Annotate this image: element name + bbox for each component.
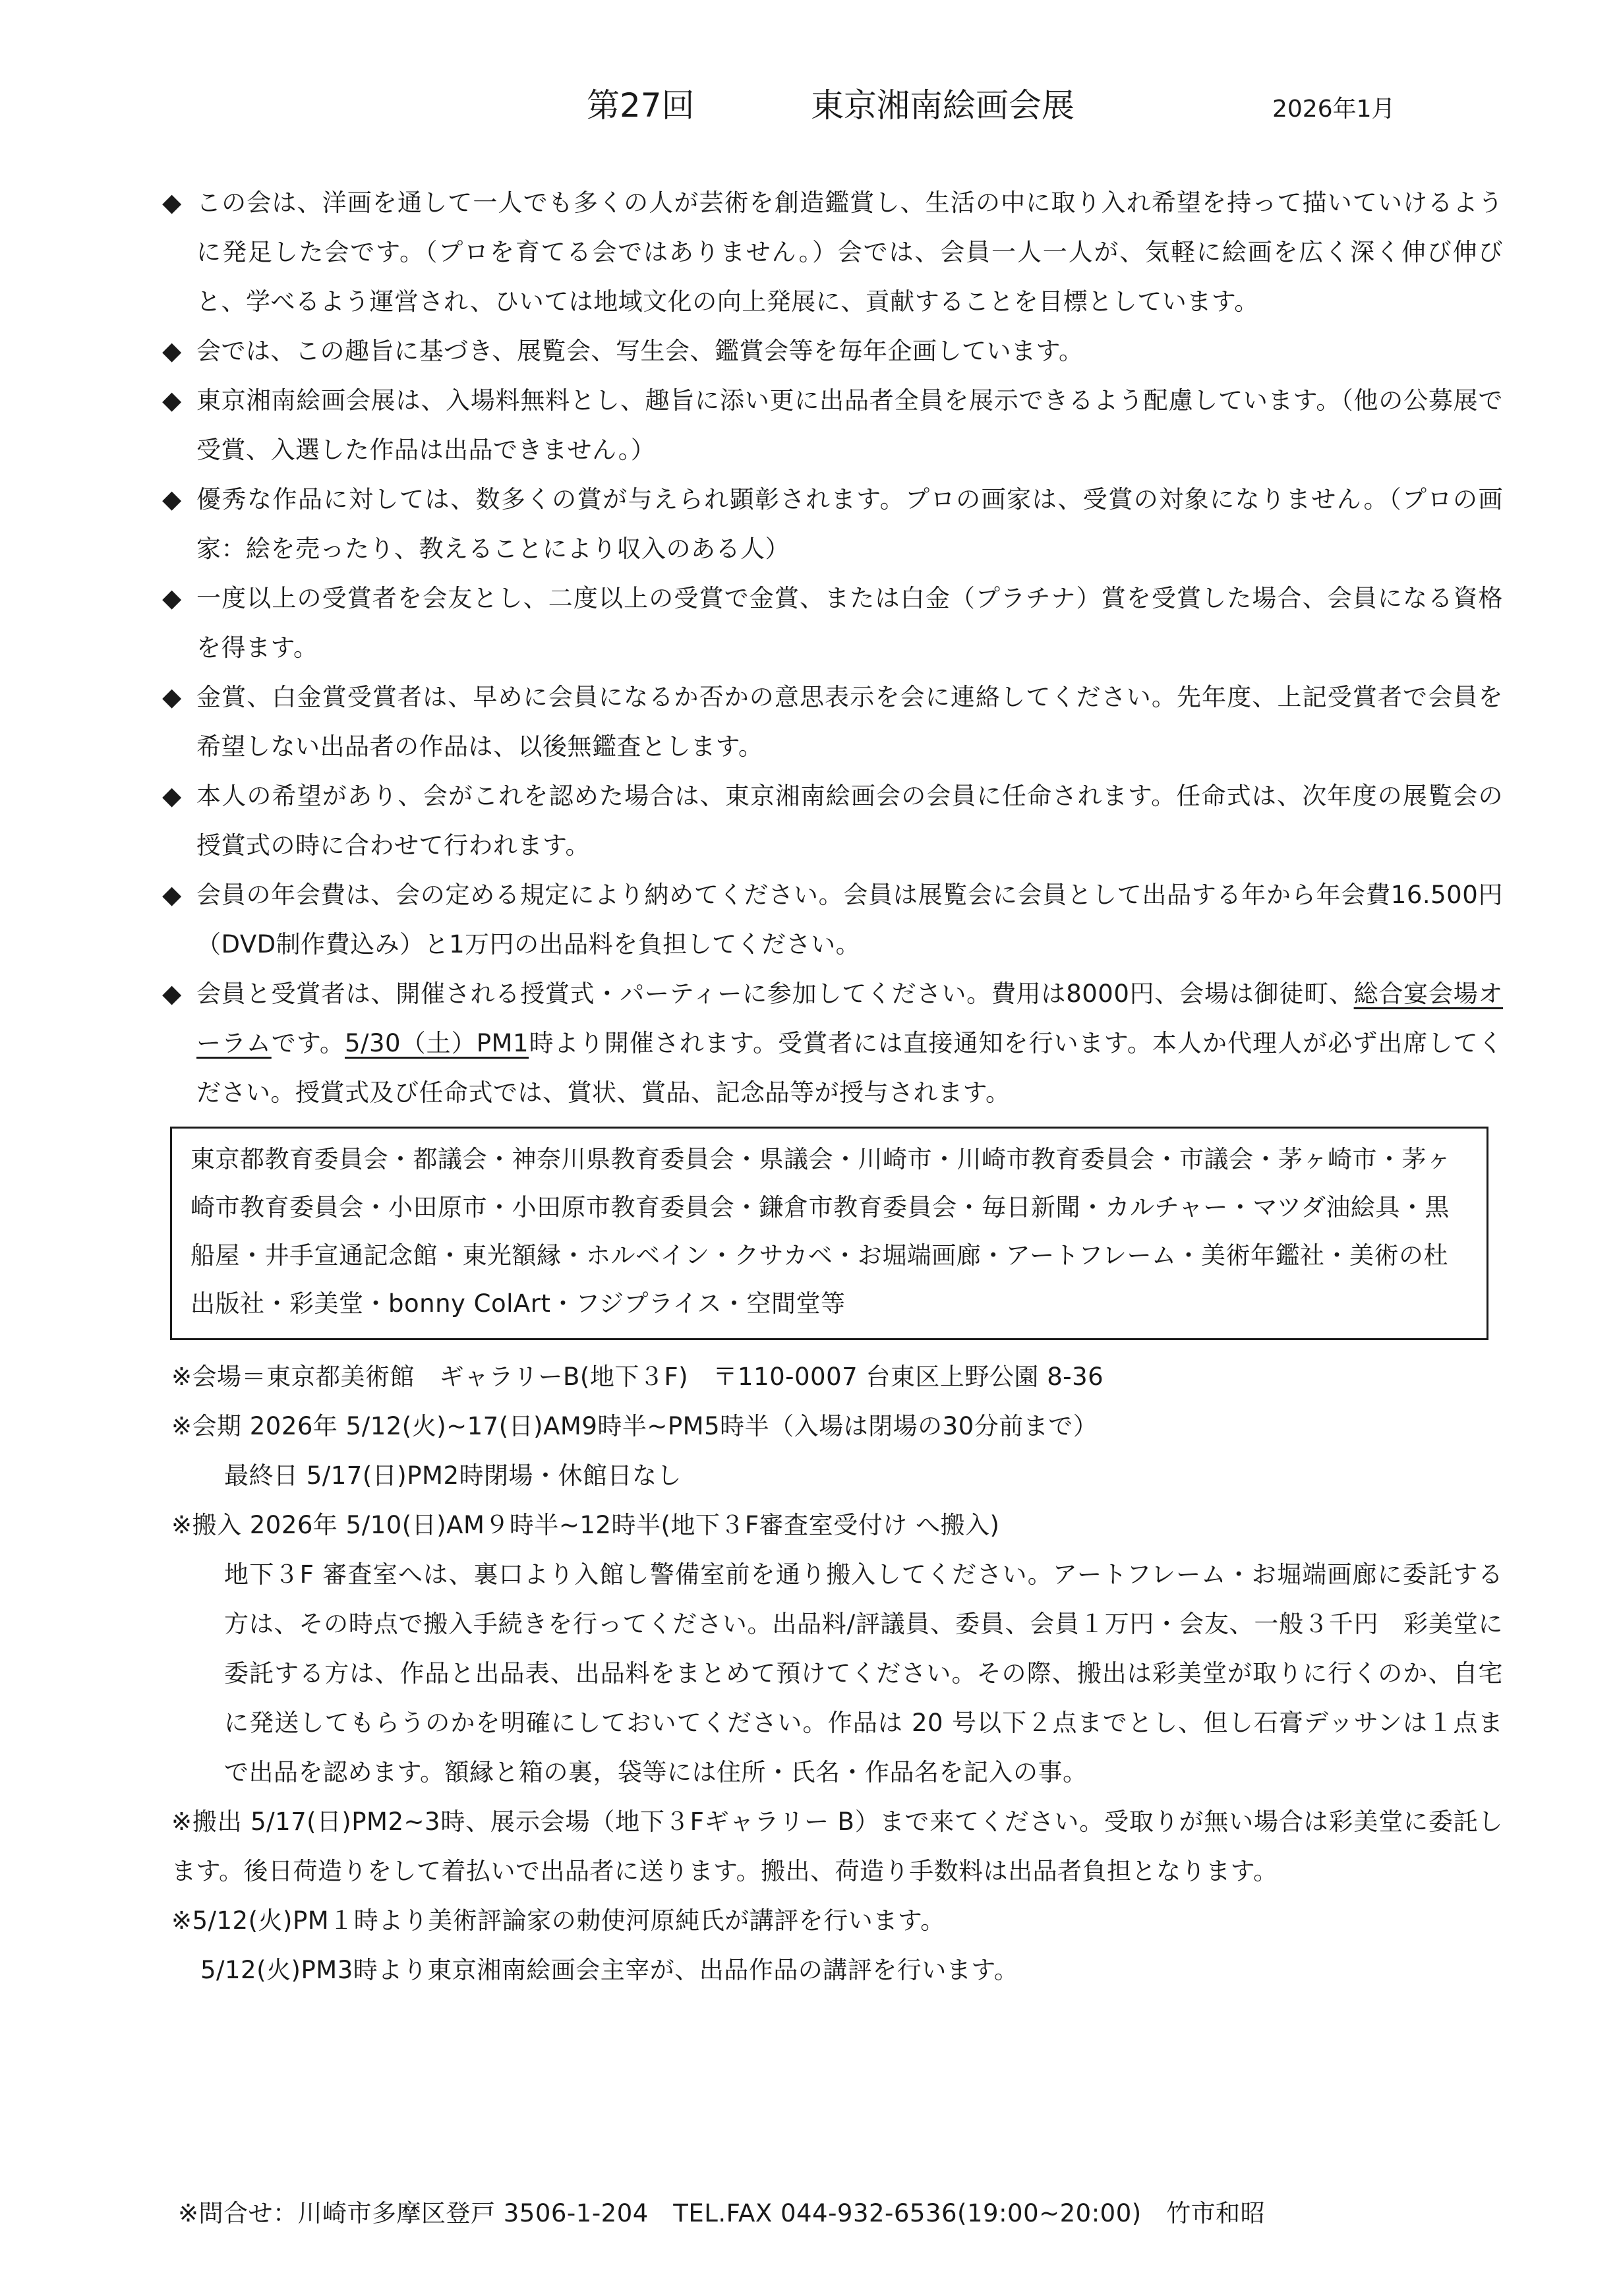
bullet-text: 金賞、白金賞受賞者は、早めに会員になるか否かの意思表示を会に連絡してください。先年度、上記受賞者で会員を希望しない出品者の作品は、以後無鑑査とします。 [196,683,1503,761]
bullet-text: この会は、洋画を通して一人でも多くの人が芸術を創造鑑賞し、生活の中に取り入れ希望を持って描いていけるように発足した会です。（プロを育てる会ではありません。）会では、会員一人一人が、気軽に絵画を広く深く伸び伸びと、学べるよう運営され、ひいては地域文化の向上発展に、貢献することを目標としています。 [196,189,1503,316]
sponsors-box [170,1127,1488,1340]
info-period-sub: 最終日 5/17(日)PM2時閉場・休館日なし [224,1461,682,1490]
party-text-1: 会員と受賞者は、開催される授賞式・パーティーに参加してください。費用は8000円、会場は御徒町、 [196,980,1354,1008]
party-venue: 総合宴会場オーラム [196,980,1504,1057]
bullet-text: 会員の年会費は、会の定める規定により納めてください。会員は展覧会に会員として出品する年から年会費16.500円（DVD制作費込み）と1万円の出品料を負担してください。 [196,881,1503,958]
bullet-text [196,969,1503,1117]
party-text-3: 時より開催されます。受賞者には直接通知を行います。本人か代理人が必ず出席してください。授賞式及び任命式では、賞状、賞品、記念品等が授与されます。 [196,1029,1503,1107]
info-period-text: ※会期 2026年 5/12(火)~17(日)AM9時半~PM5時半（入場は閉場の30分前まで） [171,1412,1098,1440]
info-venue-text: ※会場＝東京都美術館 ギャラリーB(地下３F) 〒110-0007 台東区上野公園 8-36 [171,1363,1104,1391]
bullet-item [158,178,1503,326]
diamond-icon: ◆ [162,485,182,514]
diamond-icon: ◆ [162,188,182,217]
info-carry-in-detail: 地下３F 審査室へは、裏口より入館し警備室前を通り搬入してください。アートフレーム・お堀端画廊に委託する方は、その時点で搬入手続きを行ってください。出品料/評議員、委員、会員１万円・会友、一般３千円 彩美堂に委託する方は、作品と出品表、出品料をまとめて預けてください。その際、搬出は彩美堂が取りに行くのか、自宅に発送してもらうのかを明確にしておいてください。作品は 20 号以下２点までとし、但し石膏デッサンは１点まで出品を認めます。額縁と箱の裏，袋等には住所・氏名・作品名を記入の事。 [224,1560,1503,1786]
diamond-icon: ◆ [162,386,182,415]
bullet-text: 東京湘南絵画会展は、入場料無料とし、趣旨に添い更に出品者全員を展示できるよう配慮しています。（他の公募展で受賞、入選した作品は出品できません。） [196,386,1503,464]
info-carry-in [158,1500,1503,1797]
sponsors-text: 東京都教育委員会・都議会・神奈川県教育委員会・県議会・川崎市・川崎市教育委員会・市議会・茅ヶ崎市・茅ヶ崎市教育委員会・小田原市・小田原市教育委員会・鎌倉市教育委員会・毎日新聞・カルチャー・マツダ油絵具・黒船屋・井手宣通記念館・東光額縁・ホルベイン・クサカベ・お堀端画廊・アートフレーム・美術年鑑社・美術の杜出版社・彩美堂・bonny ColArt・フジプライス・空間堂等 [191,1145,1452,1318]
bullet-text: 一度以上の受賞者を会友とし、二度以上の受賞で金賞、または白金（プラチナ）賞を受賞した場合、会員になる資格を得ます。 [196,584,1503,662]
info-critique-2: 5/12(火)PM3時より東京湘南絵画会主宰が、出品作品の講評を行います。 [200,1956,1019,1984]
issue-date: 2026年1月 [1272,96,1396,123]
info-critique [158,1896,1503,1995]
notes-section [158,178,1503,1995]
party-datetime: 5/30（土）PM1 [344,1029,529,1057]
bullet-item [158,326,1503,376]
diamond-icon: ◆ [162,336,182,365]
info-venue [158,1352,1503,1401]
bullet-text: 会では、この趣旨に基づき、展覧会、写生会、鑑賞会等を毎年企画しています。 [196,337,1084,365]
info-carry-out [158,1797,1503,1896]
header [0,79,1619,132]
diamond-icon: ◆ [162,583,182,612]
info-carry-in-text: ※搬入 2026年 5/10(日)AM９時半~12時半(地下３F審査室受付け へ搬入) [171,1511,1000,1539]
bullet-item [158,574,1503,672]
bullet-item [158,475,1503,574]
bullet-item [158,672,1503,771]
info-critique-1: ※5/12(火)PM１時より美術評論家の勅使河原純氏が講評を行います。 [171,1906,945,1935]
contact-line: ※問合せ：川崎市多摩区登戸 3506-1-204 TEL.FAX 044-932-6536(19:00~20:00) 竹市和昭 [178,2199,1266,2227]
bullet-text: 優秀な作品に対しては、数多くの賞が与えられ顕彰されます。プロの画家は、受賞の対象になりません。（プロの画家：絵を売ったり、教えることにより収入のある人） [196,485,1503,563]
diamond-icon: ◆ [162,979,182,1008]
bullet-item [158,771,1503,870]
info-carry-out-text: ※搬出 5/17(日)PM2~3時、展示会場（地下３Fギャラリー B）まで来てください。受取りが無い場合は彩美堂に委託します。後日荷造りをして着払いで出品者に送ります。搬出、荷造り手数料は出品者負担となります。 [171,1808,1503,1885]
diamond-icon: ◆ [162,880,182,909]
bullet-item [158,870,1503,969]
bullet-text: 本人の希望があり、会がこれを認めた場合は、東京湘南絵画会の会員に任命されます。任命式は、次年度の展覧会の授賞式の時に合わせて行われます。 [196,782,1503,860]
party-text-2: です。 [271,1029,345,1057]
diamond-icon: ◆ [162,682,182,711]
diamond-icon: ◆ [162,781,182,810]
info-section [158,1352,1503,1995]
info-period [158,1401,1503,1500]
bullet-item-party [158,969,1503,1117]
exhibition-title: 東京湘南絵画会展 [811,86,1074,125]
bullet-item [158,376,1503,475]
exhibition-number: 第27回 [587,86,695,125]
